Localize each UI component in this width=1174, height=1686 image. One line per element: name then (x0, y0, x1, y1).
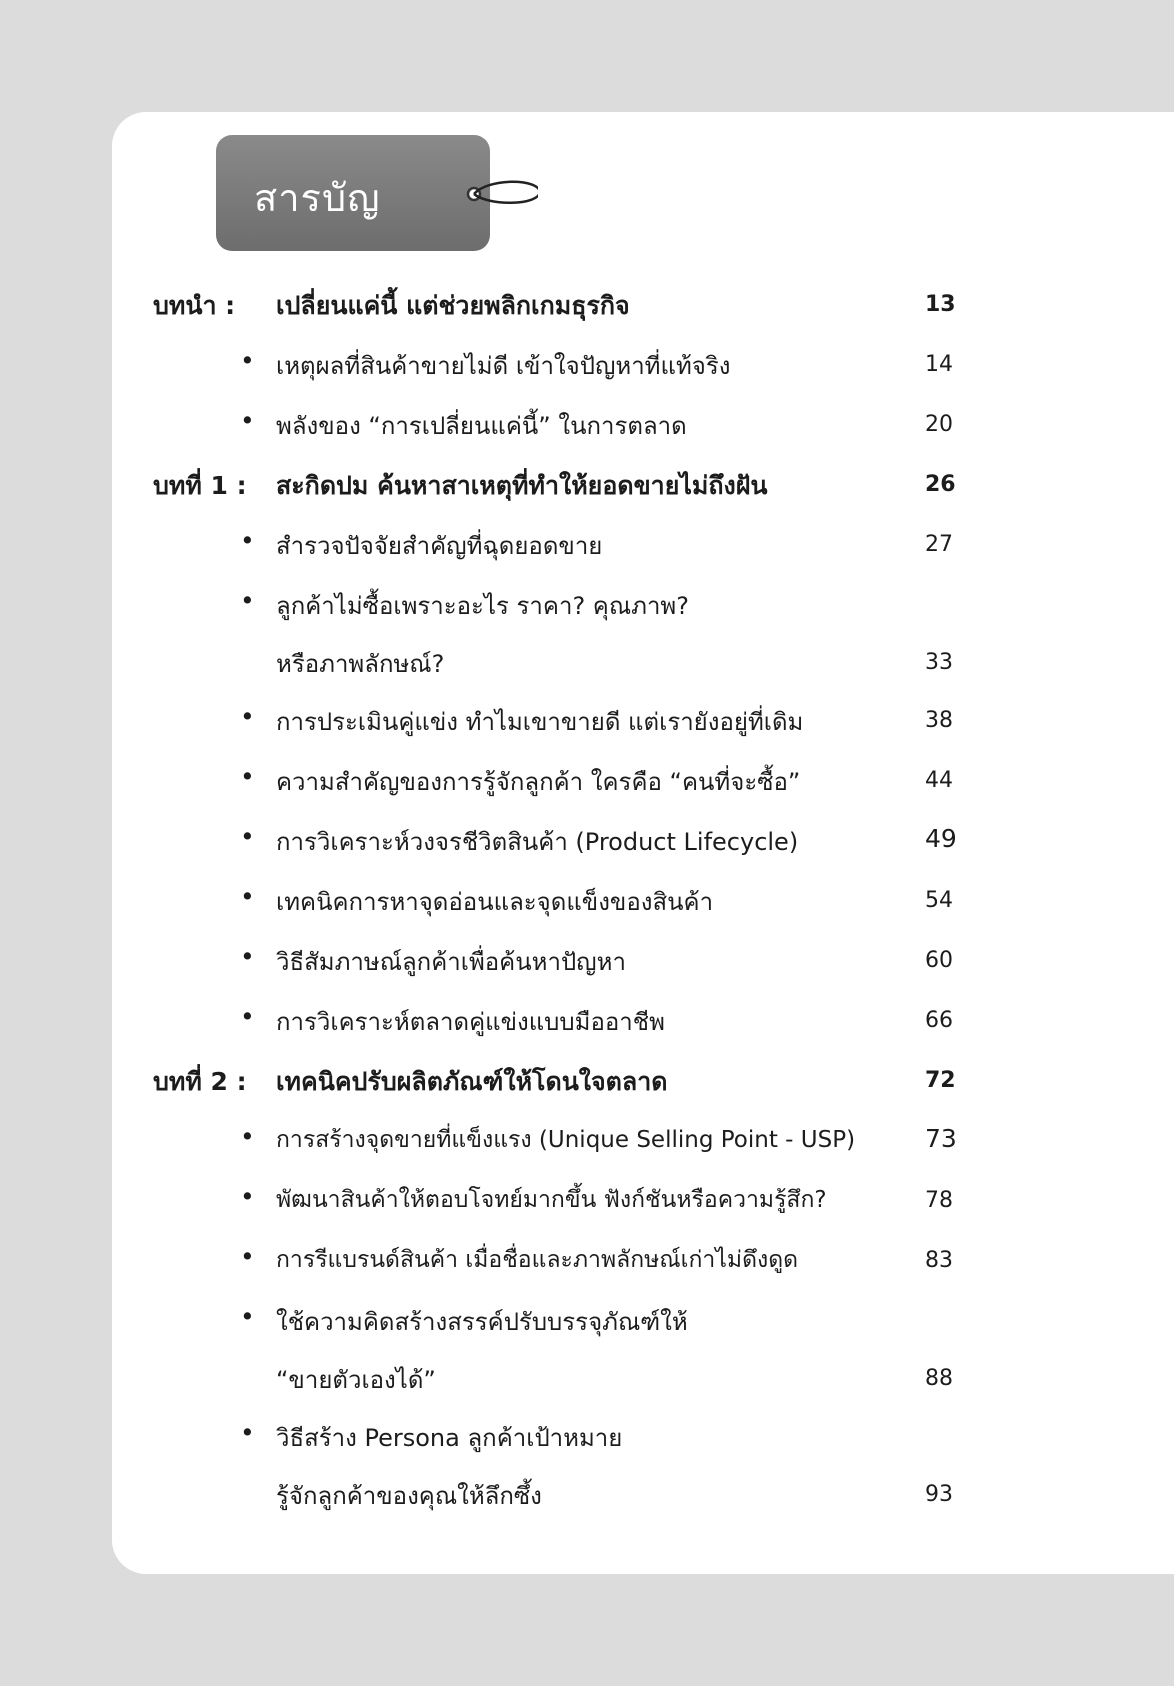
page-number: 38 (925, 708, 953, 733)
page-number: 73 (925, 1124, 957, 1153)
item-title: ใช้ความคิดสร้างสรรค์ปรับบรรจุภัณฑ์ให้ (276, 1308, 688, 1336)
page-number: 44 (925, 768, 953, 793)
item-title-continued: “ขายตัวเองได้” (276, 1366, 436, 1394)
page-number: 26 (925, 472, 956, 497)
bullet-icon: • (240, 526, 255, 555)
page-number: 49 (925, 824, 957, 853)
bullet-icon: • (240, 1418, 255, 1447)
chapter-title: เปลี่ยนแค่นี้ แต่ช่วยพลิกเกมธุรกิจ (276, 291, 630, 320)
bullet-icon: • (240, 586, 255, 615)
item-title: ความสำคัญของการรู้จักลูกค้า ใครคือ “คนที่จะซื้อ” (276, 768, 801, 796)
chapter-label: บทนำ : (153, 291, 236, 320)
chapter-title: สะกิดปม ค้นหาสาเหตุที่ทำให้ยอดขายไม่ถึงฝัน (276, 471, 768, 500)
chapter-label: บทที่ 2 : (153, 1067, 247, 1096)
item-title: พลังของ “การเปลี่ยนแค่นี้” ในการตลาด (276, 412, 687, 440)
page-number: 54 (925, 888, 953, 913)
page-number: 14 (925, 352, 953, 377)
chapter-title: เทคนิคปรับผลิตภัณฑ์ให้โดนใจตลาด (276, 1067, 668, 1096)
bullet-icon: • (240, 1302, 255, 1331)
page-number: 93 (925, 1482, 953, 1507)
bullet-icon: • (240, 1242, 255, 1271)
bullet-icon: • (240, 346, 255, 375)
bullet-icon: • (240, 822, 255, 851)
bullet-icon: • (240, 762, 255, 791)
item-title: ลูกค้าไม่ซื้อเพราะอะไร ราคา? คุณภาพ? (276, 592, 689, 620)
page-number: 20 (925, 412, 953, 437)
bullet-icon: • (240, 1182, 255, 1211)
item-title: สำรวจปัจจัยสำคัญที่ฉุดยอดขาย (276, 532, 603, 560)
item-title: การสร้างจุดขายที่แข็งแรง (Unique Selling Point - USP) (276, 1127, 856, 1153)
item-title: วิธีสร้าง Persona ลูกค้าเป้าหมาย (276, 1424, 623, 1452)
page-number: 13 (925, 292, 956, 317)
item-title: การวิเคราะห์ตลาดคู่แข่งแบบมืออาชีพ (276, 1008, 665, 1036)
item-title: เทคนิคการหาจุดอ่อนและจุดแข็งของสินค้า (276, 888, 714, 916)
toc-title: สารบัญ (254, 176, 381, 220)
item-title-continued: รู้จักลูกค้าของคุณให้ลึกซึ้ง (276, 1482, 542, 1510)
page-number: 78 (925, 1188, 953, 1213)
page-number: 88 (925, 1366, 953, 1391)
item-title: พัฒนาสินค้าให้ตอบโจทย์มากขึ้น ฟังก์ชันหรือความรู้สึก? (276, 1187, 827, 1213)
page-number: 60 (925, 948, 953, 973)
bullet-icon: • (240, 942, 255, 971)
chapter-label: บทที่ 1 : (153, 471, 247, 500)
page-number: 83 (925, 1248, 953, 1273)
item-title: การวิเคราะห์วงจรชีวิตสินค้า (Product Lifecycle) (276, 828, 799, 856)
bullet-icon: • (240, 1002, 255, 1031)
item-title-continued: หรือภาพลักษณ์? (276, 650, 445, 678)
bullet-icon: • (240, 406, 255, 435)
bullet-icon: • (240, 702, 255, 731)
page-number: 27 (925, 532, 953, 557)
item-title: การประเมินคู่แข่ง ทำไมเขาขายดี แต่เรายังอยู่ที่เดิม (276, 708, 804, 736)
item-title: การรีแบรนด์สินค้า เมื่อชื่อและภาพลักษณ์เก่าไม่ดึงดูด (276, 1247, 799, 1273)
item-title: วิธีสัมภาษณ์ลูกค้าเพื่อค้นหาปัญหา (276, 948, 626, 976)
page-number: 66 (925, 1008, 953, 1033)
bullet-icon: • (240, 882, 255, 911)
page-number: 33 (925, 650, 953, 675)
bullet-icon: • (240, 1122, 255, 1151)
item-title: เหตุผลที่สินค้าขายไม่ดี เข้าใจปัญหาที่แท้จริง (276, 352, 731, 380)
page-number: 72 (925, 1068, 956, 1093)
